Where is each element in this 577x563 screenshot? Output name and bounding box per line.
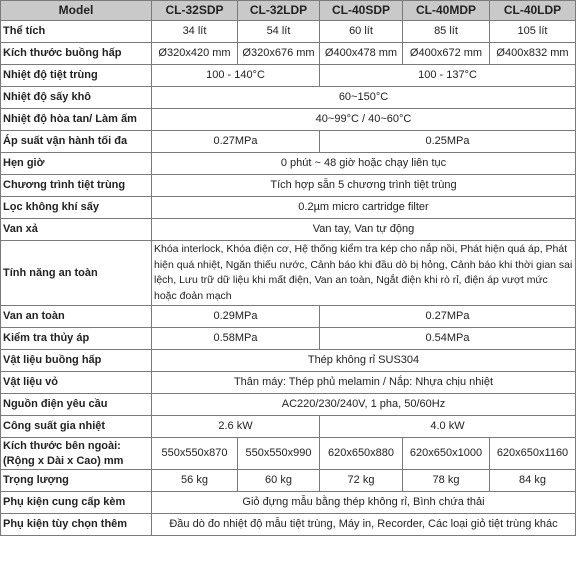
table-row: [1, 109, 576, 131]
cell-value: 620x650x1160: [490, 438, 576, 470]
cell-value: Ø400x672 mm: [403, 43, 490, 65]
cell-value: 105 lít: [490, 21, 576, 43]
table-row: [1, 153, 576, 175]
row-label: Kích thước buồng hấp: [1, 43, 152, 65]
cell-value: 72 kg: [320, 470, 403, 492]
row-label: Vật liệu buồng hấp: [1, 350, 152, 372]
cell-value: 0 phút ~ 48 giờ hoặc chạy liên tục: [152, 153, 576, 175]
table-row: [1, 470, 576, 492]
cell-value: 100 - 140°C: [152, 65, 320, 87]
row-label: Áp suất vận hành tối đa: [1, 131, 152, 153]
row-label: Nhiệt độ tiệt trùng: [1, 65, 152, 87]
cell-value: 0.25MPa: [320, 131, 576, 153]
cell-value: 620x650x1000: [403, 438, 490, 470]
cell-value: 60 lít: [320, 21, 403, 43]
cell-value: Khóa interlock, Khóa điện cơ, Hệ thống kiểm tra kép cho nắp nồi, Phát hiện quá áp, Phát hiện quá nhiệt, Ngăn thiếu nước, Cảnh báo khi đầu dò bị hỏng, Cảnh báo khi thời gian sai lệch, Lưu trữ dữ liệu khi mất điện, Van an toàn, Ngắt điện khi rò rỉ, điện áp vượt mức hoặc đoản mạch: [152, 241, 576, 306]
cell-value: 2.6 kW: [152, 416, 320, 438]
row-label: Trọng lượng: [1, 470, 152, 492]
cell-value: Ø400x478 mm: [320, 43, 403, 65]
table-row: [1, 43, 576, 65]
table-row: [1, 306, 576, 328]
row-label: Phụ kiện tùy chọn thêm: [1, 514, 152, 536]
cell-value: 60 kg: [238, 470, 320, 492]
row-label: Thể tích: [1, 21, 152, 43]
cell-value: Ø320x676 mm: [238, 43, 320, 65]
cell-value: 54 lít: [238, 21, 320, 43]
row-label: Chương trình tiệt trùng: [1, 175, 152, 197]
cell-value: 40~99°C / 40~60°C: [152, 109, 576, 131]
table-row: [1, 394, 576, 416]
header-model: Model: [1, 1, 152, 21]
cell-value: 0.2µm micro cartridge filter: [152, 197, 576, 219]
cell-value: 34 lít: [152, 21, 238, 43]
row-label: Nhiệt độ hòa tan/ Làm ấm: [1, 109, 152, 131]
table-row: [1, 219, 576, 241]
cell-value: 550x550x870: [152, 438, 238, 470]
row-label: Phụ kiện cung cấp kèm: [1, 492, 152, 514]
cell-value: 4.0 kW: [320, 416, 576, 438]
table-row: [1, 87, 576, 109]
cell-value: 84 kg: [490, 470, 576, 492]
table-row: [1, 416, 576, 438]
table-row: [1, 372, 576, 394]
cell-value: 0.27MPa: [152, 131, 320, 153]
row-label: Công suất gia nhiệt: [1, 416, 152, 438]
cell-value: 85 lít: [403, 21, 490, 43]
table-row: [1, 492, 576, 514]
cell-value: Ø320x420 mm: [152, 43, 238, 65]
table-row: [1, 328, 576, 350]
cell-value: Đầu dò đo nhiệt độ mẫu tiệt trùng, Máy in, Recorder, Các loại giỏ tiệt trùng khác: [152, 514, 576, 536]
row-label: Van xả: [1, 219, 152, 241]
table-row: [1, 175, 576, 197]
cell-value: Ø400x832 mm: [490, 43, 576, 65]
cell-value: 0.58MPa: [152, 328, 320, 350]
cell-value: 0.29MPa: [152, 306, 320, 328]
row-label: Kiểm tra thủy áp: [1, 328, 152, 350]
cell-value: Giỏ đựng mẫu bằng thép không rỉ, Bình chứa thải: [152, 492, 576, 514]
cell-value: AC220/230/240V, 1 pha, 50/60Hz: [152, 394, 576, 416]
table-row: [1, 131, 576, 153]
row-label: Van an toàn: [1, 306, 152, 328]
header-cl-40ldp: CL-40LDP: [490, 1, 576, 21]
table-row: [1, 350, 576, 372]
cell-value: 0.54MPa: [320, 328, 576, 350]
table-row: [1, 197, 576, 219]
header-cl-40mdp: CL-40MDP: [403, 1, 490, 21]
row-label: Kích thước bên ngoài: (Rộng x Dài x Cao) mm: [1, 438, 152, 470]
cell-value: 620x650x880: [320, 438, 403, 470]
header-cl-32sdp: CL-32SDP: [152, 1, 238, 21]
table-row: [1, 21, 576, 43]
cell-value: 0.27MPa: [320, 306, 576, 328]
row-label: Hẹn giờ: [1, 153, 152, 175]
cell-value: 60~150°C: [152, 87, 576, 109]
table-row: [1, 65, 576, 87]
row-label: Lọc không khí sấy: [1, 197, 152, 219]
cell-value: 78 kg: [403, 470, 490, 492]
cell-value: Van tay, Van tự động: [152, 219, 576, 241]
row-label: Tính năng an toàn: [1, 241, 152, 306]
cell-value: Thân máy: Thép phủ melamin / Nắp: Nhựa chịu nhiệt: [152, 372, 576, 394]
header-cl-40sdp: CL-40SDP: [320, 1, 403, 21]
cell-value: 56 kg: [152, 470, 238, 492]
cell-value: Tích hợp sẵn 5 chương trình tiệt trùng: [152, 175, 576, 197]
cell-value: Thép không rỉ SUS304: [152, 350, 576, 372]
table-row: [1, 241, 576, 306]
cell-value: 100 - 137°C: [320, 65, 576, 87]
header-row: [1, 1, 576, 21]
row-label: Nhiệt độ sấy khô: [1, 87, 152, 109]
table-row: [1, 514, 576, 536]
row-label: Vật liệu vỏ: [1, 372, 152, 394]
header-cl-32ldp: CL-32LDP: [238, 1, 320, 21]
table-row: [1, 438, 576, 470]
row-label: Nguồn điện yêu cầu: [1, 394, 152, 416]
cell-value: 550x550x990: [238, 438, 320, 470]
